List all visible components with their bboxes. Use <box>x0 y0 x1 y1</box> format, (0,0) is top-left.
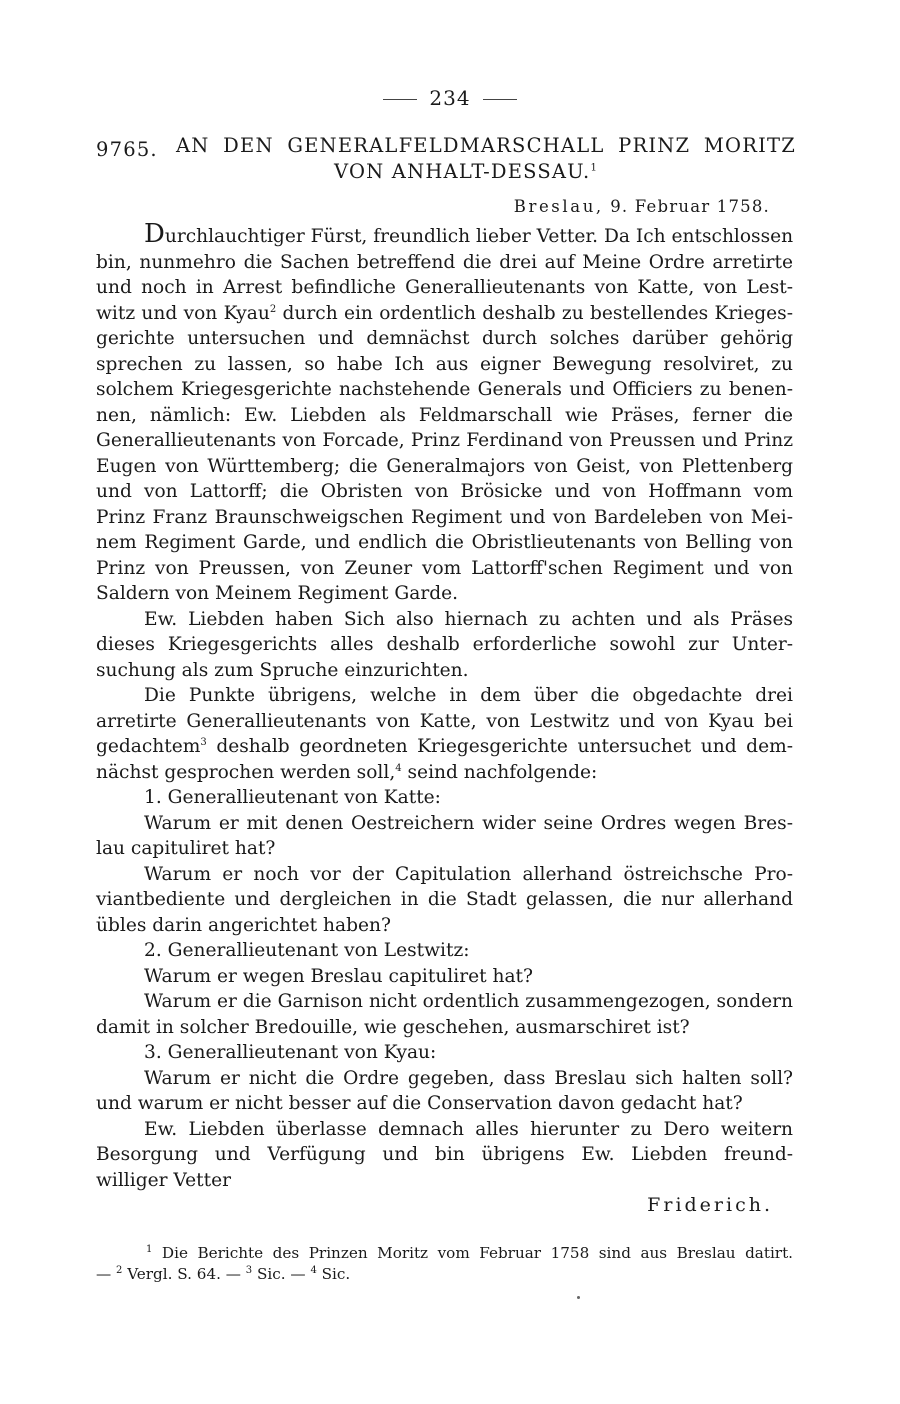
footnote-1 <box>96 1243 793 1264</box>
body-line: Eugen von Württemberg; die Generalmajors von Geist, von Plettenberg <box>96 455 793 477</box>
footnote-marker: 3 <box>245 1264 253 1276</box>
body-line: williger Vetter <box>96 1169 231 1191</box>
body-line: übles darin angerichtet haben? <box>96 914 391 936</box>
footnote-marker: 4 <box>395 762 402 774</box>
body-line: Warum er wegen Breslau capituliret hat? <box>144 965 533 987</box>
footnote-marker: 3 <box>200 736 207 748</box>
body-line: nem Regiment Garde, und endlich die Obristlieutenants von Belling von <box>96 532 793 553</box>
body-line: 3. Generallieutenant von Kyau: <box>144 1042 437 1063</box>
body-line: solchem Kriegesgerichte nachstehende Generals und Officiers zu benen- <box>96 379 793 400</box>
body-line: 1. Generallieutenant von Katte: <box>144 787 441 808</box>
footnote-line-2: — $^2$ Vergl. S. 64. — $^3$ Sic. — $^4$ Sic. <box>96 1264 351 1283</box>
body-line: Ew. Liebden haben Sich also hiernach zu achten und als Präses <box>144 608 793 630</box>
letter-number: 9765. <box>96 138 158 161</box>
right-rule <box>483 99 517 100</box>
body-line: lau capituliret hat? <box>96 838 276 859</box>
body-line: dieses Kriegesgerichts alles deshalb erforderliche sowohl zur Unter- <box>96 634 793 655</box>
body-line: und von Lattorff; die Obristen von Brösicke und von Hoffmann vom <box>96 481 793 502</box>
body-line: witz und von Kyau$^2$ durch ein ordentlich deshalb zu bestellendes Krieges- <box>96 302 793 324</box>
body-line: Prinz Franz Braunschweigschen Regiment und von Bardeleben von Mei- <box>96 506 793 528</box>
body-line: Warum er die Garnison nicht ordentlich zusammengezogen, sondern <box>144 991 793 1012</box>
footnote-marker: 2 <box>269 303 277 315</box>
initial-letter: D <box>144 219 165 249</box>
footnote-marker: 1 <box>590 162 598 174</box>
body-line: nächst gesprochen werden soll,$^4$ seind nachfolgende: <box>96 761 598 783</box>
body-line: sprechen zu lassen, so habe Ich aus eigner Bewegung resolviret, zu <box>96 353 793 375</box>
page-number <box>0 86 900 110</box>
heading-line-2-text: VON ANHALT-DESSAU. <box>334 160 591 183</box>
heading-line-2 <box>96 159 796 185</box>
letter-heading <box>96 133 796 185</box>
footnote-marker: 4 <box>310 1264 317 1276</box>
body-line: Durchlauchtiger Fürst, freundlich lieber Vetter. Da Ich entschlossen <box>144 219 794 249</box>
body-line: Prinz von Preussen, von Zeuner vom Lattorff'schen Regiment und von <box>96 557 793 579</box>
letter-body <box>96 219 794 1193</box>
footnote-1-text: Die Berichte des Prinzen Moritz vom Februar 1758 sind aus Breslau datirt. <box>161 1244 793 1262</box>
heading-line-1: AN DEN GENERALFELDMARSCHALL PRINZ MORITZ <box>176 134 796 157</box>
footnote-marker: 2 <box>116 1264 123 1276</box>
body-line: damit in solcher Bredouille, wie geschehen, ausmarschiret ist? <box>96 1016 690 1038</box>
footnotes <box>96 1243 793 1285</box>
left-rule <box>383 99 417 100</box>
body-line: gedachtem$^3$ deshalb geordneten Kriegesgerichte untersuchet und dem- <box>96 736 793 757</box>
dateline <box>514 197 770 216</box>
body-line: Generallieutenants von Forcade, Prinz Ferdinand von Preussen und Prinz <box>96 430 793 451</box>
body-line: arretirte Generallieutenants von Katte, von Lestwitz und von Kyau bei <box>96 710 793 732</box>
body-line: viantbediente und dergleichen in die Stadt gelassen, die nur allerhand <box>96 889 793 910</box>
body-line: und noch in Arrest befindliche Generallieutenants von Katte, von Lest- <box>96 277 793 298</box>
dateline-place: Breslau, <box>513 197 604 216</box>
body-line: 2. Generallieutenant von Lestwitz: <box>144 940 470 961</box>
dateline-date: 9. Februar 1758. <box>610 197 770 216</box>
body-line: Die Punkte übrigens, welche in dem über die obgedachte drei <box>144 685 793 706</box>
body-line: Warum er noch vor der Capitulation allerhand östreichsche Pro- <box>144 863 793 885</box>
signature: Friderich. <box>647 1194 773 1216</box>
body-line: Ew. Liebden überlasse demnach alles hierunter zu Dero weitern <box>144 1118 793 1140</box>
body-line: und warum er nicht besser auf die Conservation davon gedacht hat? <box>96 1093 743 1114</box>
body-line: Saldern von Meinem Regiment Garde. <box>96 583 459 604</box>
footnote-1-marker: 1 <box>146 1243 153 1255</box>
body-line: suchung als zum Spruche einzurichten. <box>96 659 469 681</box>
body-line: gerichte untersuchen und demnächst durch solches darüber gehörig <box>96 328 793 349</box>
body-line: Besorgung und Verfügung und bin übrigens Ew. Liebden freund- <box>96 1144 793 1165</box>
body-line: Warum er mit denen Oestreichern wider seine Ordres wegen Bres- <box>144 812 793 834</box>
body-line: nen, nämlich: Ew. Liebden als Feldmarschall wie Präses, ferner die <box>96 404 793 426</box>
body-line: bin, nunmehro die Sachen betreffend die drei auf Meine Ordre arretirte <box>96 251 793 273</box>
print-speck <box>577 1296 580 1299</box>
body-line: Warum er nicht die Ordre gegeben, dass Breslau sich halten soll? <box>144 1067 793 1089</box>
page-number-text: 234 <box>429 86 471 110</box>
